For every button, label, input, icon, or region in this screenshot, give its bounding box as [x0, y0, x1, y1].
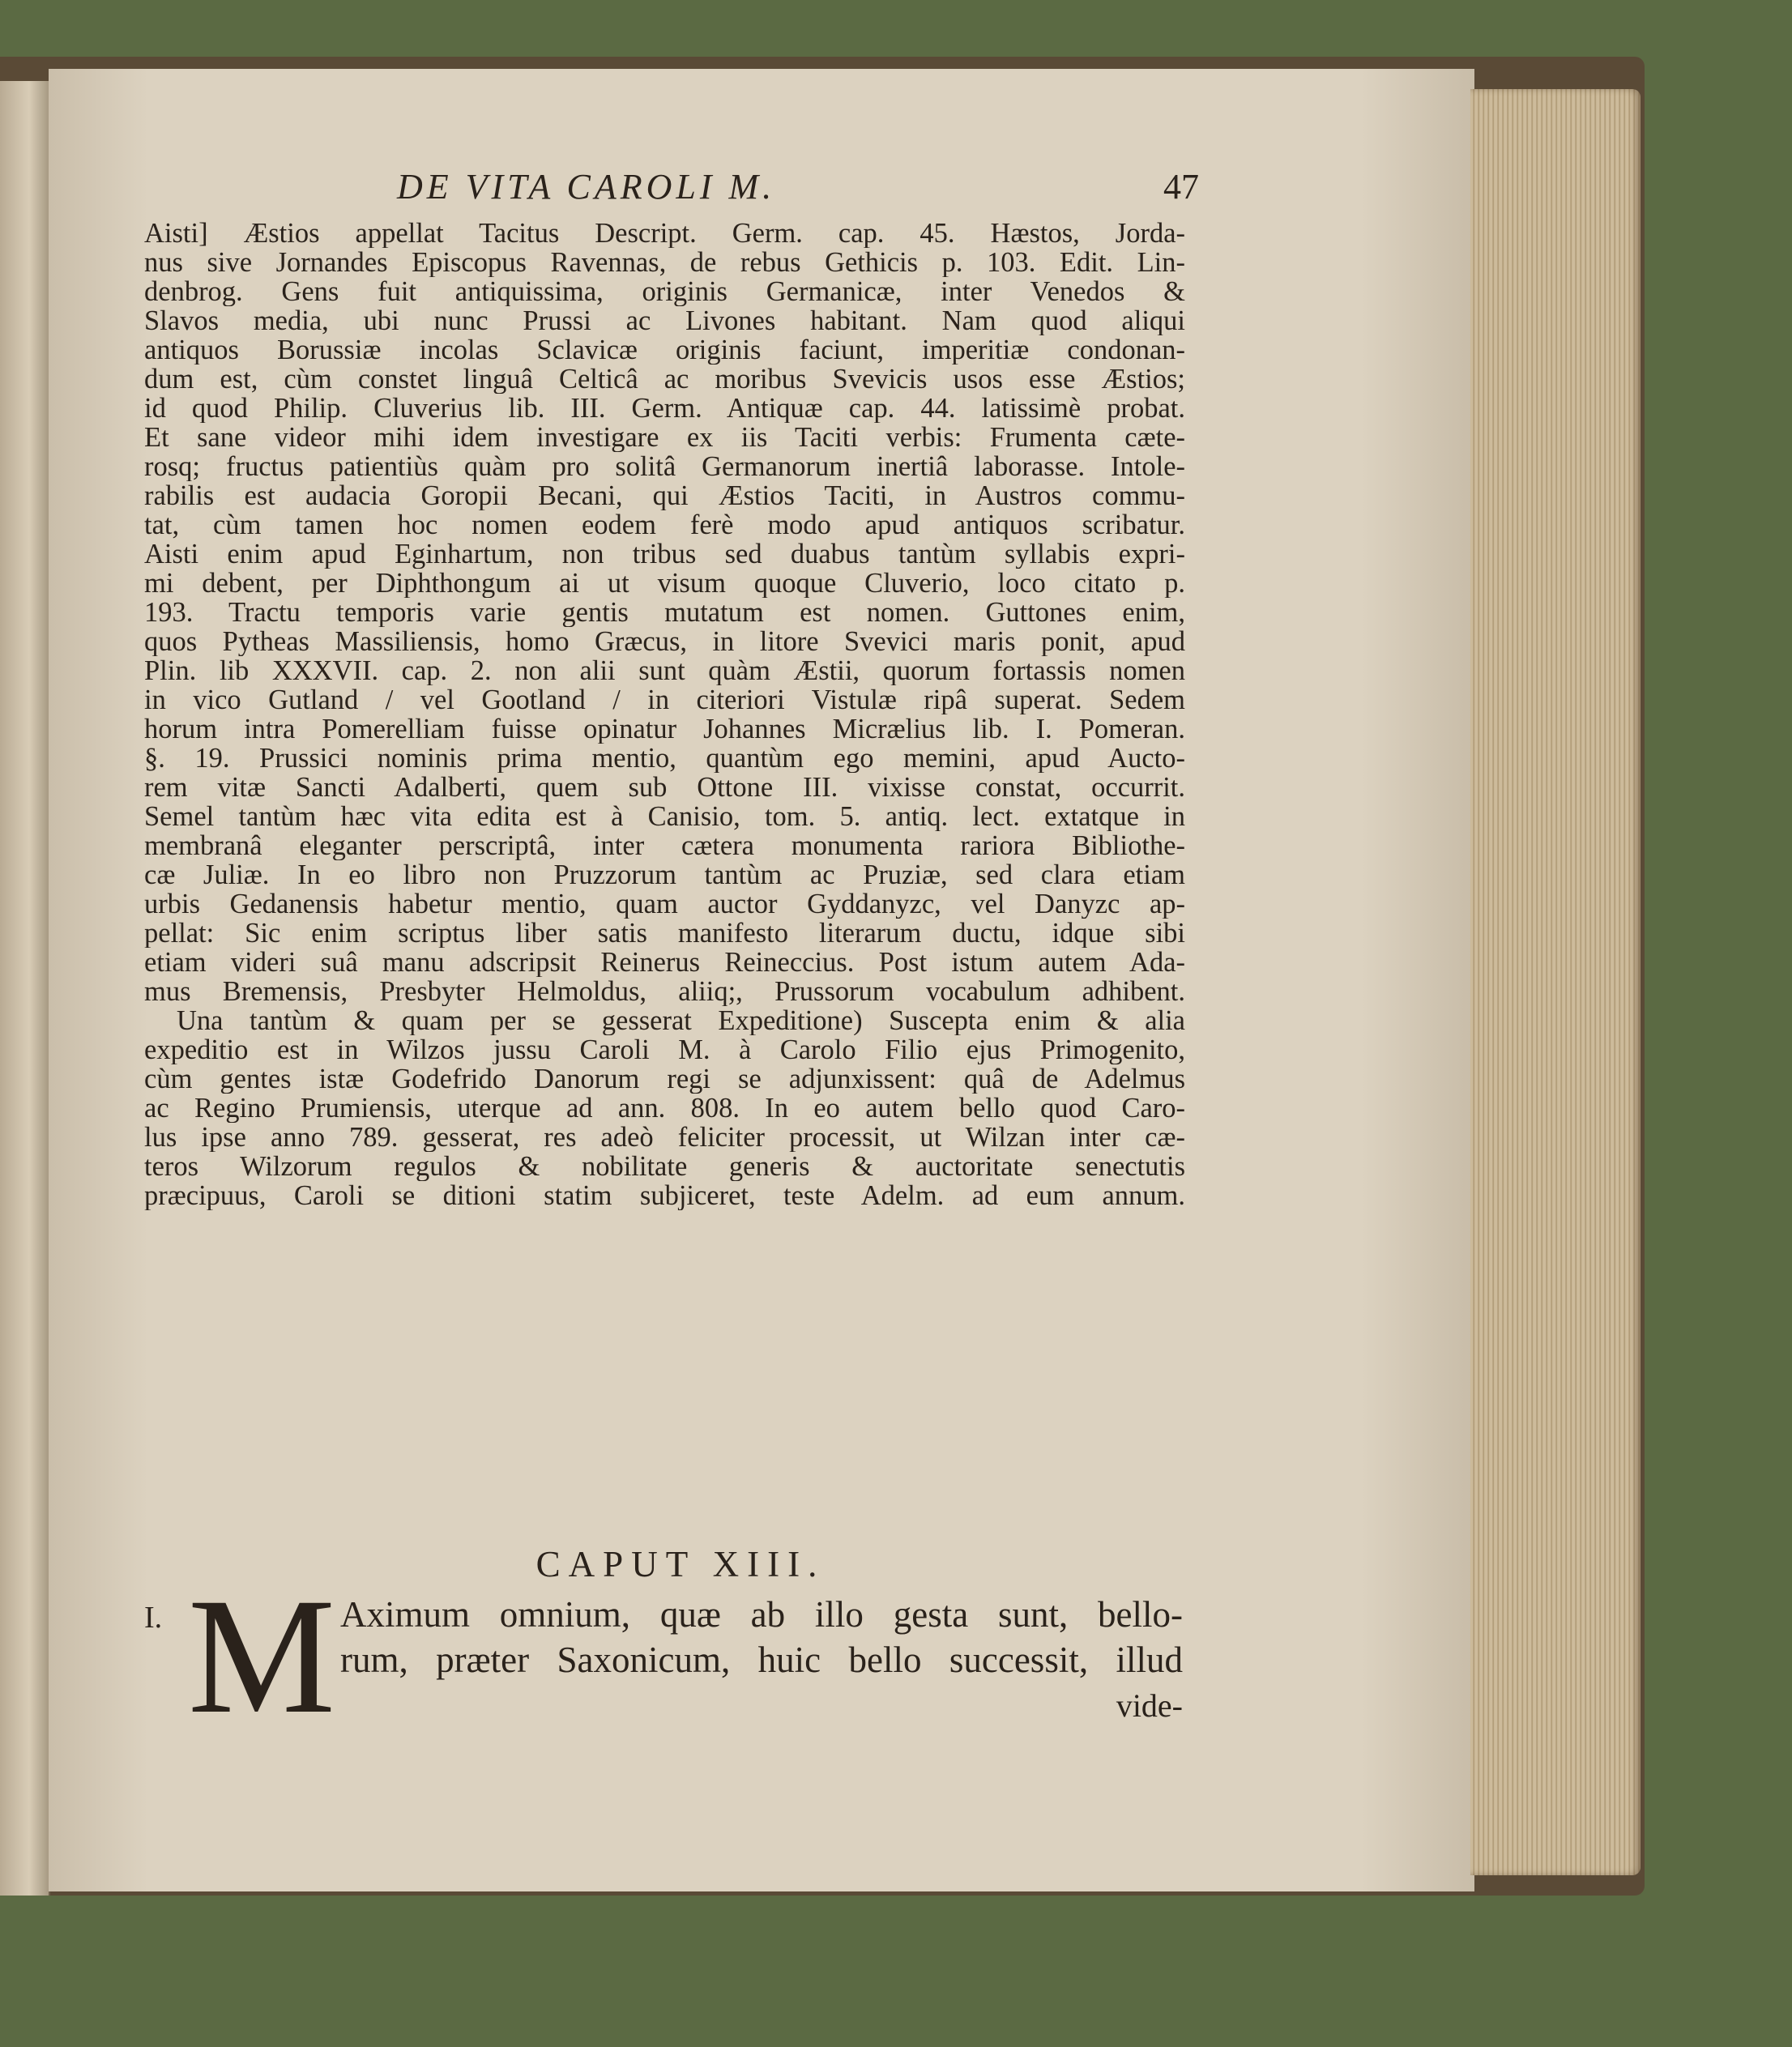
text-line: cùm gentes istæ Godefrido Danorum regi se adjunxissent: quâ de Adelmus: [144, 1064, 1185, 1094]
catchword: vide-: [1116, 1687, 1183, 1724]
text-line: Slavos media, ubi nunc Prussi ac Livones habitant. Nam quod aliqui: [144, 306, 1185, 335]
commentary-text: [144, 219, 1185, 1210]
text-line: id quod Philip. Cluverius lib. III. Germ. Antiquæ cap. 44. latissimè probat.: [144, 394, 1185, 423]
page-number: 47: [1163, 167, 1199, 207]
text-line: Semel tantùm hæc vita edita est à Canisio, tom. 5. antiq. lect. extatque in: [144, 802, 1185, 831]
text-line: Aisti] Æstios appellat Tacitus Descript. Germ. cap. 45. Hæstos, Jorda-: [144, 219, 1185, 248]
drop-cap: M: [187, 1564, 336, 1748]
opening-line: Aximum omnium, quæ ab illo gesta sunt, bello-: [340, 1594, 1183, 1635]
text-line: tat, cùm tamen hoc nomen eodem ferè modo apud antiquos scribatur.: [144, 510, 1185, 539]
text-line: urbis Gedanensis habetur mentio, quam auctor Gyddanyzc, vel Danyzc ap-: [144, 889, 1185, 919]
text-line: in vico Gutland / vel Gootland / in citeriori Vistulæ ripâ superat. Sedem: [144, 685, 1185, 714]
text-line: 193. Tractu temporis varie gentis mutatum est nomen. Guttones enim,: [144, 598, 1185, 627]
text-line: denbrog. Gens fuit antiquissima, originis Germanicæ, inter Venedos &: [144, 277, 1185, 306]
text-line: mus Bremensis, Presbyter Helmoldus, aliiq;, Prussorum vocabulum adhibent.: [144, 977, 1185, 1006]
text-line: rem vitæ Sancti Adalberti, quem sub Ottone III. vixisse constat, occurrit.: [144, 773, 1185, 802]
facing-page-edge: [0, 81, 50, 1896]
text-line: rabilis est audacia Goropii Becani, qui Æstios Taciti, in Austros commu-: [144, 481, 1185, 510]
text-line: membranâ eleganter perscriptâ, inter cætera monumenta rariora Bibliothe-: [144, 831, 1185, 860]
opening-line: rum, præter Saxonicum, huic bello successit, illud: [340, 1640, 1183, 1680]
text-line: lus ipse anno 789. gesserat, res adeò feliciter processit, ut Wilzan inter cæ-: [144, 1123, 1185, 1152]
text-line: Plin. lib XXXVII. cap. 2. non alii sunt quàm Æstii, quorum fortassis nomen: [144, 656, 1185, 685]
chapter-opening-text: [340, 1592, 1183, 1682]
text-line: pellat: Sic enim scriptus liber satis manifesto literarum ductu, idque sibi: [144, 919, 1185, 948]
text-line: præcipuus, Caroli se ditioni statim subjiceret, teste Adelm. ad eum annum.: [144, 1181, 1185, 1210]
text-line: Una tantùm & quam per se gesserat Expeditione) Suscepta enim & alia: [177, 1006, 1185, 1035]
text-line: expeditio est in Wilzos jussu Caroli M. à Carolo Filio ejus Primogenito,: [144, 1035, 1185, 1064]
text-line: cæ Juliæ. In eo libro non Pruzzorum tantùm ac Pruziæ, sed clara etiam: [144, 860, 1185, 889]
text-line: quos Pytheas Massiliensis, homo Græcus, in litore Svevici maris ponit, apud: [144, 627, 1185, 656]
text-line: dum est, cùm constet linguâ Celticâ ac moribus Svevicis usos esse Æstios;: [144, 365, 1185, 394]
text-line: rosq; fructus patientiùs quàm pro solitâ Germanorum inertiâ laborasse. Intole-: [144, 452, 1185, 481]
text-line: etiam videri suâ manu adscripsit Reinerus Reineccius. Post istum autem Ada-: [144, 948, 1185, 977]
text-line: horum intra Pomerelliam fuisse opinatur Johannes Micrælius lib. I. Pomeran.: [144, 714, 1185, 744]
text-line: §. 19. Prussici nominis prima mentio, quantùm ego memini, apud Aucto-: [144, 744, 1185, 773]
text-line: Aisti enim apud Eginhartum, non tribus sed duabus tantùm syllabis expri-: [144, 539, 1185, 569]
text-line: nus sive Jornandes Episcopus Ravennas, de rebus Gethicis p. 103. Edit. Lin-: [144, 248, 1185, 277]
text-line: teros Wilzorum regulos & nobilitate generis & auctoritate senectutis: [144, 1152, 1185, 1181]
page-block-edge: [1470, 89, 1641, 1875]
text-line: Et sane videor mihi idem investigare ex iis Taciti verbis: Frumenta cæte-: [144, 423, 1185, 452]
text-line: antiquos Borussiæ incolas Sclavicæ originis faciunt, imperitiæ condonan-: [144, 335, 1185, 365]
running-head: DE VITA CAROLI M.: [397, 167, 776, 207]
text-line: ac Regino Prumiensis, uterque ad ann. 808. In eo autem bello quod Caro-: [144, 1094, 1185, 1123]
text-line: mi debent, per Diphthongum ai ut visum quoque Cluverio, loco citato p.: [144, 569, 1185, 598]
chapter-heading: CAPUT XIII.: [535, 1544, 826, 1584]
section-number: I.: [144, 1601, 163, 1635]
